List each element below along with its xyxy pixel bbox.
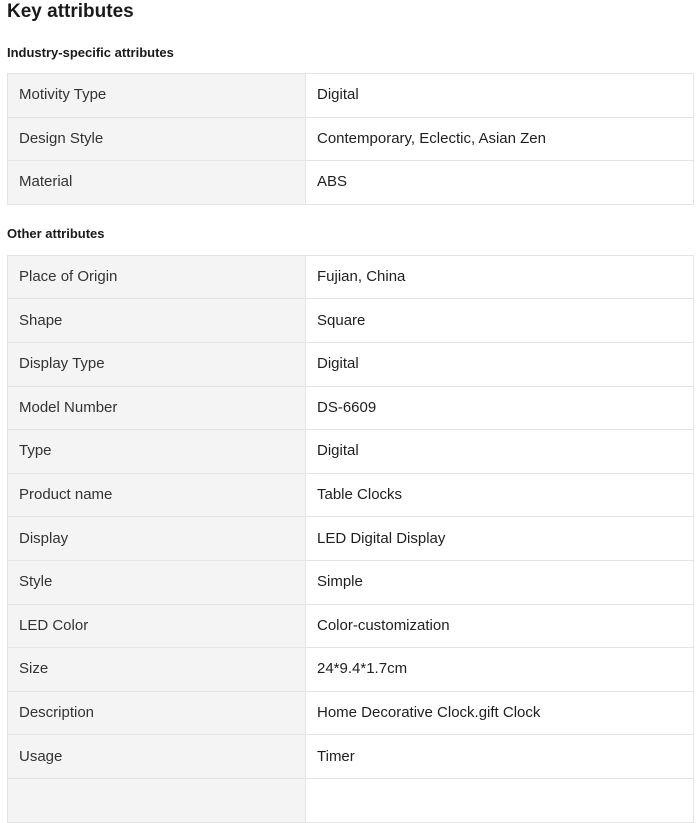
attribute-value (306, 778, 694, 822)
table-row (8, 299, 694, 343)
attribute-key (8, 778, 306, 822)
table-row (8, 255, 694, 299)
table-row (8, 691, 694, 735)
attribute-key: Type (8, 430, 306, 474)
industry-attributes-table (7, 73, 694, 205)
attribute-key: Model Number (8, 386, 306, 430)
table-row (8, 648, 694, 692)
attribute-value: Table Clocks (306, 473, 694, 517)
table-row (8, 560, 694, 604)
table-row (8, 778, 694, 822)
other-attributes-table (7, 255, 694, 823)
attribute-value: 24*9.4*1.7cm (306, 648, 694, 692)
attribute-value: Digital (306, 430, 694, 474)
table-row (8, 386, 694, 430)
attribute-value: LED Digital Display (306, 517, 694, 561)
attribute-key: Display Type (8, 342, 306, 386)
attribute-key: Design Style (8, 117, 306, 161)
table-row (8, 161, 694, 205)
table-row (8, 117, 694, 161)
table-row (8, 342, 694, 386)
key-attributes-panel (7, 0, 694, 823)
attribute-value: DS-6609 (306, 386, 694, 430)
attribute-key: Usage (8, 735, 306, 779)
attribute-value: Timer (306, 735, 694, 779)
attribute-value: Simple (306, 560, 694, 604)
attribute-key: Shape (8, 299, 306, 343)
attribute-key: Place of Origin (8, 255, 306, 299)
attribute-key: LED Color (8, 604, 306, 648)
table-row (8, 517, 694, 561)
industry-attributes-heading: Industry-specific attributes (7, 45, 174, 60)
attribute-value: Square (306, 299, 694, 343)
attribute-key: Description (8, 691, 306, 735)
attribute-value: Home Decorative Clock.gift Clock (306, 691, 694, 735)
table-row (8, 430, 694, 474)
table-row (8, 74, 694, 118)
attribute-value: ABS (306, 161, 694, 205)
attribute-value: Contemporary, Eclectic, Asian Zen (306, 117, 694, 161)
attribute-value: Digital (306, 74, 694, 118)
attribute-key: Motivity Type (8, 74, 306, 118)
attribute-key: Product name (8, 473, 306, 517)
attribute-key: Size (8, 648, 306, 692)
attribute-value: Digital (306, 342, 694, 386)
other-attributes-heading: Other attributes (7, 225, 105, 241)
table-row (8, 604, 694, 648)
attribute-value: Color-customization (306, 604, 694, 648)
table-row (8, 473, 694, 517)
table-row (8, 735, 694, 779)
attribute-key: Display (8, 517, 306, 561)
attribute-key: Style (8, 560, 306, 604)
attribute-key: Material (8, 161, 306, 205)
attribute-value: Fujian, China (306, 255, 694, 299)
page-title: Key attributes (7, 1, 134, 22)
